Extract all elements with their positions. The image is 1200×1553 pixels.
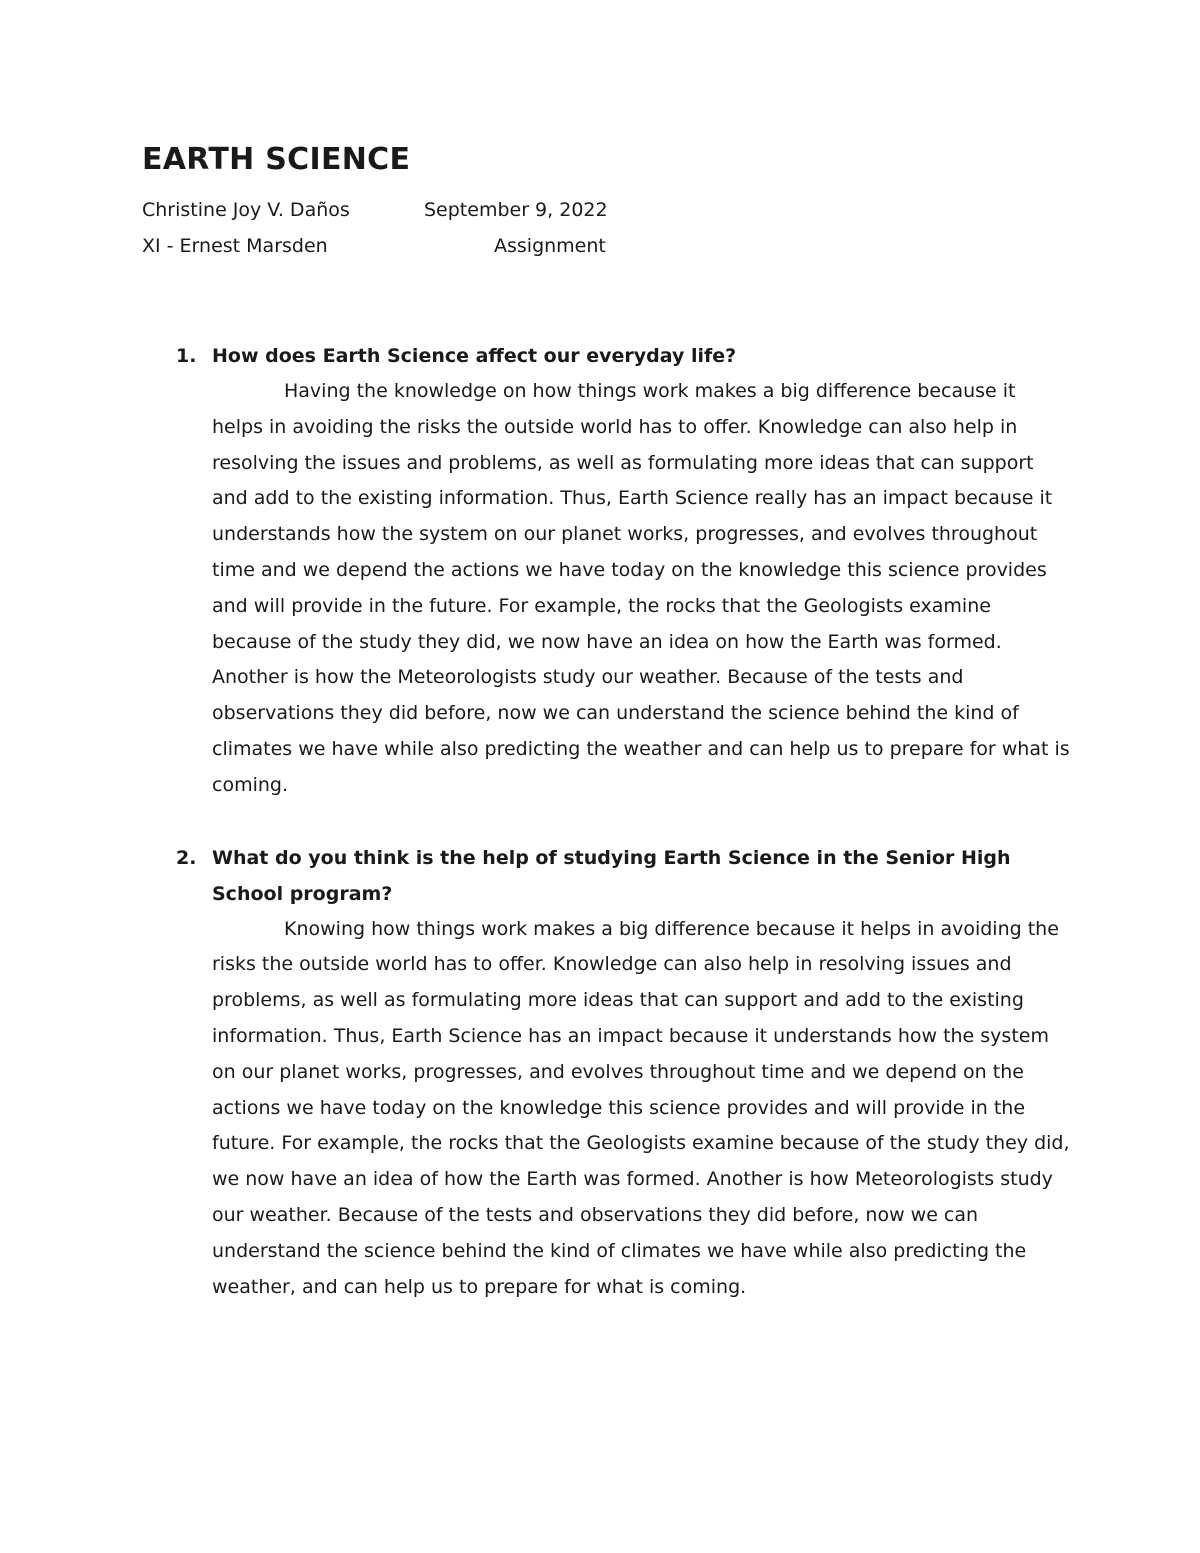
author-name: Christine Joy V. Daños bbox=[142, 199, 350, 221]
document-type: Assignment bbox=[494, 235, 606, 257]
question-item-2 bbox=[142, 840, 1072, 1306]
question-number: 2. bbox=[176, 846, 197, 869]
assignment-date: September 9, 2022 bbox=[424, 199, 608, 221]
answer-paragraph: Knowing how things work makes a big difference because it helps in avoiding the risks the outside world has to offer. Knowledge can also help in resolving issues and problems, as well as formulating more ideas that can support and add to the existing information. Thus, Earth Science has an impact because it understands how the system on our planet works, progresses, and evolves throughout time and we depend on the actions we have today on the knowledge this science provides and will provide in the future. For example, the rocks that the Geologists examine because of the study they did, we now have an idea of how the Earth was formed. Another is how Meteorologists study our weather. Because of the tests and observations they did before, now we can understand the science behind the kind of climates we have while also predicting the weather, and can help us to prepare for what is coming. bbox=[212, 917, 1070, 1298]
question-number: 1. bbox=[176, 345, 197, 367]
document-title: EARTH SCIENCE bbox=[142, 142, 411, 177]
question-heading: How does Earth Science affect our everyday life? bbox=[212, 345, 737, 367]
question-list bbox=[142, 338, 1072, 1305]
class-section: XI - Ernest Marsden bbox=[142, 235, 328, 257]
question-heading: What do you think is the help of studying Earth Science in the Senior High School program? bbox=[212, 846, 1011, 905]
answer-paragraph: Having the knowledge on how things work makes a big difference because it helps in avoiding the risks the outside world has to offer. Knowledge can also help in resolving the issues and problems, as well as formulating more ideas that can support and add to the existing information. Thus, Earth Science really has an impact because it understands how the system on our planet works, progresses, and evolves throughout time and we depend the actions we have today on the knowledge this science provides and will provide in the future. For example, the rocks that the Geologists examine because of the study they did, we now have an idea on how the Earth was formed. Another is how the Meteorologists study our weather. Because of the tests and observations they did before, now we can understand the science behind the kind of climates we have while also predicting the weather and can help us to prepare for what is coming. bbox=[212, 380, 1070, 796]
question-item-1 bbox=[142, 338, 1072, 804]
